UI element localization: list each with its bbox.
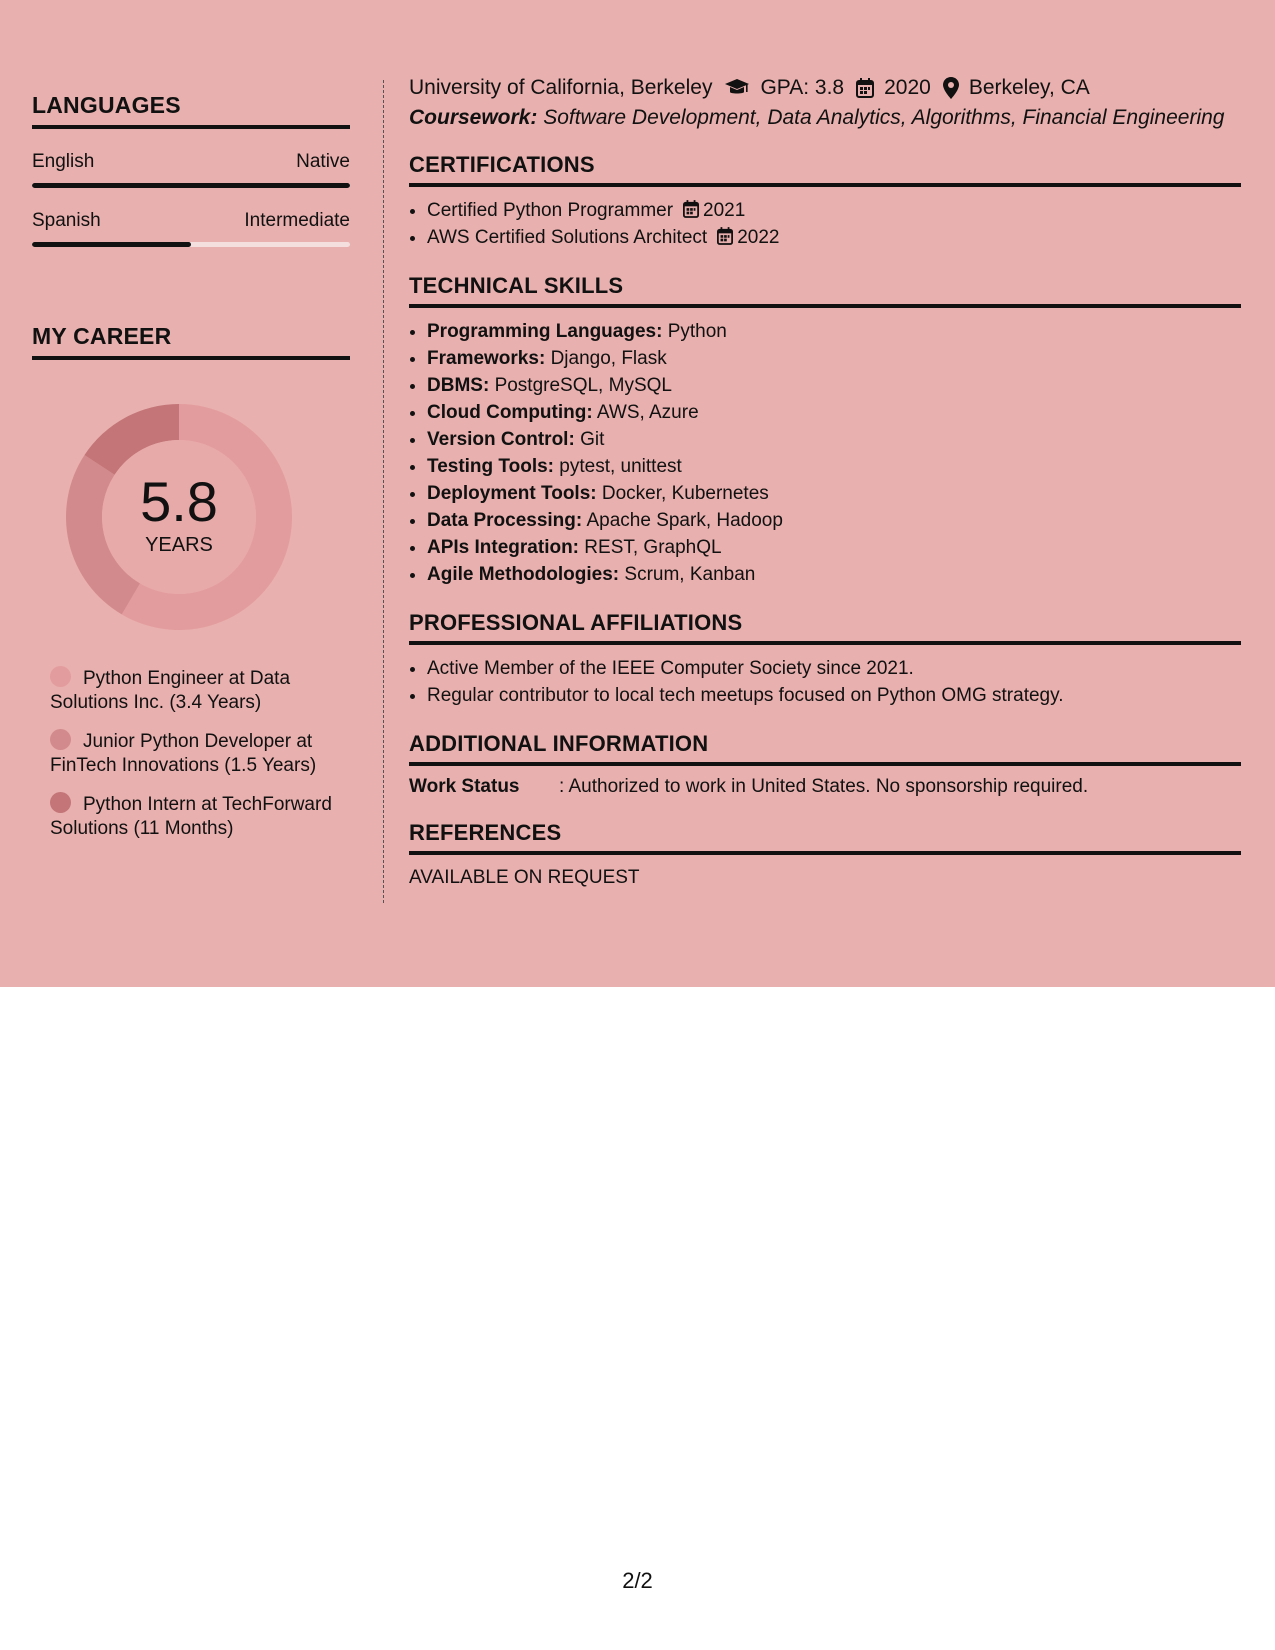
skill-item xyxy=(427,534,1241,561)
graduation-cap-icon xyxy=(724,78,750,98)
skill-value: Scrum, Kanban xyxy=(624,564,756,585)
coursework-label: Coursework: xyxy=(409,106,538,129)
skill-key: DBMS: xyxy=(427,375,490,396)
career-donut xyxy=(66,404,292,630)
education-line xyxy=(409,76,1241,100)
references-text: AVAILABLE ON REQUEST xyxy=(409,867,640,888)
career-legend-label: Python Intern at TechForward Solutions (11 Months) xyxy=(50,794,332,839)
calendar-icon xyxy=(717,227,733,245)
skill-value: PostgreSQL, MySQL xyxy=(494,375,672,396)
skill-value: pytest, unittest xyxy=(559,456,682,477)
skill-item xyxy=(427,318,1241,345)
education-gpa: GPA: 3.8 xyxy=(760,76,845,99)
language-name: English xyxy=(32,151,95,172)
certification-year: 2022 xyxy=(737,227,780,248)
work-status xyxy=(409,776,1241,798)
certifications-list xyxy=(409,197,1241,251)
career-legend-item xyxy=(50,729,340,778)
certification-name: AWS Certified Solutions Architect xyxy=(427,227,708,248)
language-item xyxy=(32,210,350,247)
certifications-section xyxy=(409,152,1241,251)
skill-key: Cloud Computing: xyxy=(427,402,593,423)
skill-item xyxy=(427,345,1241,372)
skill-key: Frameworks: xyxy=(427,348,546,369)
page-number: 2/2 xyxy=(622,1568,653,1593)
skill-item xyxy=(427,480,1241,507)
additional-section xyxy=(409,731,1241,798)
skill-item xyxy=(427,507,1241,534)
calendar-icon xyxy=(856,78,874,98)
language-name: Spanish xyxy=(32,210,101,231)
certification-name: Certified Python Programmer xyxy=(427,200,674,221)
additional-title: ADDITIONAL INFORMATION xyxy=(409,731,1241,766)
education-location: Berkeley, CA xyxy=(968,76,1090,99)
skill-value: Python xyxy=(667,321,727,342)
language-level: Native xyxy=(296,151,350,172)
career-title: MY CAREER xyxy=(32,323,350,360)
skill-key: Testing Tools: xyxy=(427,456,555,477)
location-pin-icon xyxy=(943,77,959,99)
coursework-text: Software Development, Data Analytics, Algorithms, Financial Engineering xyxy=(543,106,1225,129)
affiliation-item: • Active Member of the IEEE Computer Society since 2021. xyxy=(427,655,1241,682)
skill-value: Git xyxy=(580,429,605,450)
skills-title: TECHNICAL SKILLS xyxy=(409,273,1241,308)
certification-year: 2021 xyxy=(703,200,746,221)
certification-item xyxy=(427,224,1241,251)
career-legend-label: Python Engineer at Data Solutions Inc. (3.4 Years) xyxy=(50,668,291,713)
skill-value: Django, Flask xyxy=(550,348,667,369)
career-legend-label: Junior Python Developer at FinTech Innovations (1.5 Years) xyxy=(50,731,317,776)
language-bar-fill xyxy=(32,183,350,188)
skill-item xyxy=(427,561,1241,588)
language-bar xyxy=(32,242,350,247)
certification-item xyxy=(427,197,1241,224)
skill-item xyxy=(427,372,1241,399)
skill-key: Data Processing: xyxy=(427,510,583,531)
right-column xyxy=(409,76,1241,889)
affiliations-list xyxy=(409,655,1241,709)
skill-value: Apache Spark, Hadoop xyxy=(586,510,783,531)
work-status-key: Work Status xyxy=(409,776,520,797)
career-total-value: 5.8 xyxy=(140,469,218,533)
skill-item xyxy=(427,453,1241,480)
language-item xyxy=(32,151,350,188)
skill-value: AWS, Azure xyxy=(596,402,699,423)
column-divider xyxy=(383,80,384,903)
skill-key: APIs Integration: xyxy=(427,537,580,558)
education-coursework xyxy=(409,106,1241,130)
career-legend xyxy=(50,666,340,841)
affiliation-item: • Regular contributor to local tech meetups focused on Python OMG strategy. xyxy=(427,682,1241,709)
career-legend-item xyxy=(50,792,340,841)
skill-key: Deployment Tools: xyxy=(427,483,597,504)
skill-value: REST, GraphQL xyxy=(584,537,722,558)
calendar-icon xyxy=(683,200,699,218)
legend-dot xyxy=(50,729,71,750)
legend-dot xyxy=(50,792,71,813)
affiliations-section xyxy=(409,610,1241,709)
affiliations-title: PROFESSIONAL AFFILIATIONS xyxy=(409,610,1241,645)
skill-item xyxy=(427,399,1241,426)
skill-key: Version Control: xyxy=(427,429,575,450)
career-legend-item xyxy=(50,666,340,715)
legend-dot xyxy=(50,666,71,687)
language-bar xyxy=(32,183,350,188)
education-year: 2020 xyxy=(884,76,931,99)
skill-value: Docker, Kubernetes xyxy=(601,483,769,504)
work-status-value: : Authorized to work in United States. No sponsorship required. xyxy=(559,776,1089,797)
skills-list xyxy=(409,318,1241,588)
skill-key: Programming Languages: xyxy=(427,321,663,342)
references-title: REFERENCES xyxy=(409,820,1241,855)
left-column xyxy=(32,92,350,855)
languages-title: LANGUAGES xyxy=(32,92,350,129)
education-school: University of California, Berkeley xyxy=(409,76,713,99)
skills-section xyxy=(409,273,1241,588)
skill-key: Agile Methodologies: xyxy=(427,564,620,585)
certifications-title: CERTIFICATIONS xyxy=(409,152,1241,187)
references-section xyxy=(409,820,1241,889)
language-bar-fill xyxy=(32,242,191,247)
career-total-unit: YEARS xyxy=(145,533,213,556)
language-level: Intermediate xyxy=(244,210,350,231)
skill-item xyxy=(427,426,1241,453)
